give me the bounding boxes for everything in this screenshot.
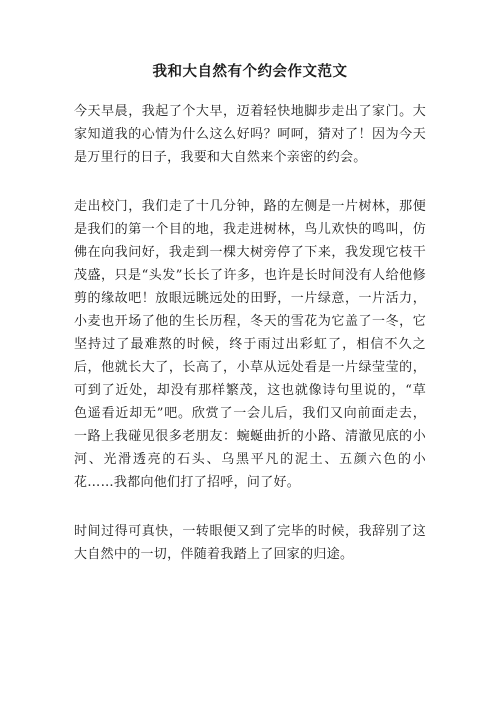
paragraph-1: 今天早晨，我起了个大早，迈着轻快地脚步走出了家门。大家知道我的心情为什么这么好吗？呵呵，猜对了！因为今天是万里行的日子，我要和大自然来个亲密的约会。 <box>74 104 426 165</box>
document-title: 我和大自然有个约会作文范文 <box>152 63 348 80</box>
paragraph-3: 时间过得可真快，一转眼便又到了完毕的时候，我辞别了这大自然中的一切，伴随着我踏上了回家的归途。 <box>74 524 426 562</box>
paragraph-2: 走出校门，我们走了十几分钟，路的左侧是一片树林，那便是我们的第一个目的地，我走进树林，鸟儿欢快的鸣叫，仿佛在向我问好，我走到一棵大树旁停了下来，我发现它枝干茂盛，只是“头发”长长了许多，也许是长时间没有人给他修剪的缘故吧！放眼远眺远处的田野，一片绿意，一片活力，小麦也开场了他的生长历程，冬天的雪花为它盖了一冬，它坚持过了最难熬的时候，终于雨过出彩虹了，相信不久之后，他就长大了，长高了，小草从远处看是一片绿莹莹的，可到了近处，却没有那样繁茂，这也就像诗句里说的，“草色遥看近却无”吧。欣赏了一会儿后，我们又向前面走去，一路上我碰见很多老朋友：蜿蜒曲折的小路、清澈见底的小河、光滑透亮的石头、乌黑平凡的泥土、五颜六色的小花……我都向他们打了招呼，问了好。 <box>74 199 426 490</box>
document-body <box>74 100 426 566</box>
